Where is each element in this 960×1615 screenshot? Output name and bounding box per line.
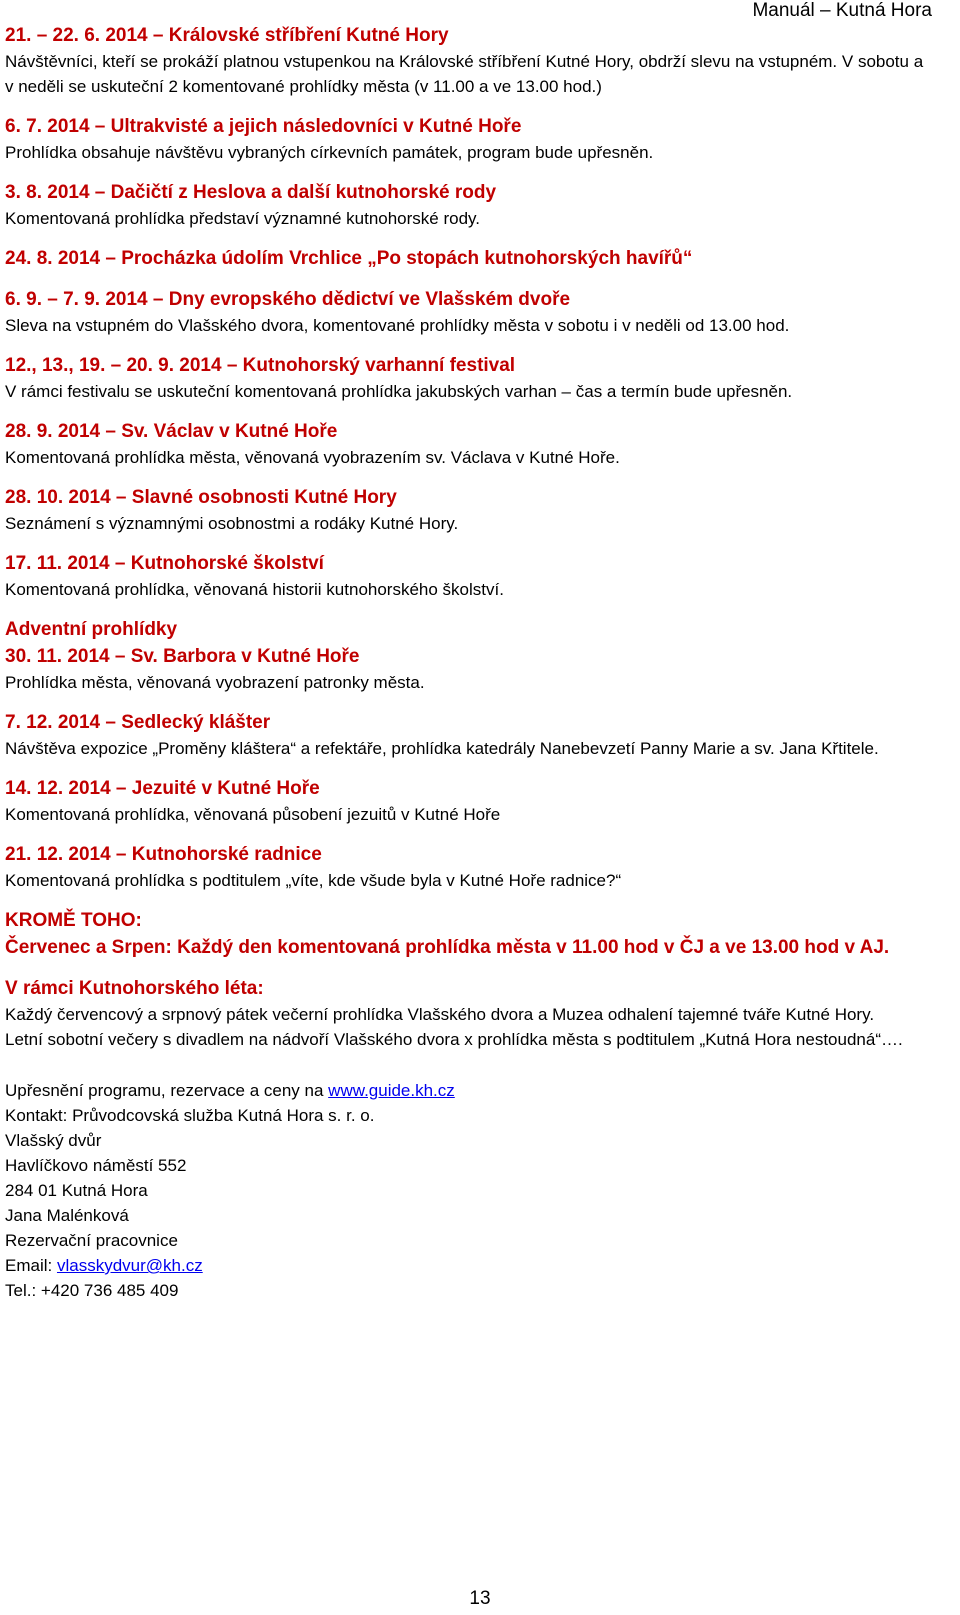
event-title: 6. 9. – 7. 9. 2014 – Dny evropského dědictví ve Vlašském dvoře (5, 289, 571, 310)
event-title: 7. 12. 2014 – Sedlecký klášter (5, 712, 271, 733)
contact-street: Havlíčkovo náměstí 552 (5, 1156, 187, 1175)
summer-section (5, 975, 933, 1052)
contact-place: Vlašský dvůr (5, 1131, 102, 1150)
contact-intro-line (5, 1078, 933, 1103)
event-entry (5, 643, 933, 695)
event-description: Prohlídka obsahuje návštěvu vybraných církevních památek, program bude upřesněn. (5, 143, 654, 162)
event-entry (5, 286, 933, 338)
event-entry (5, 245, 933, 272)
besides-heading: KROMĚ TOHO: (5, 910, 142, 931)
event-title: 21. – 22. 6. 2014 – Královské stříbření Kutné Hory (5, 25, 449, 46)
event-entry (5, 775, 933, 827)
event-title: 24. 8. 2014 – Procházka údolím Vrchlice „Po stopách kutnohorských havířů“ (5, 248, 693, 269)
contact-company: Kontakt: Průvodcovská služba Kutná Hora s. r. o. (5, 1106, 375, 1125)
summer-paragraph: Každý červencový a srpnový pátek večerní prohlídka Vlašského dvora a Muzea odhalení tajemné tváře Kutné Hory. (5, 1005, 875, 1024)
event-description: Prohlídka města, věnovaná vyobrazení patronky města. (5, 673, 425, 692)
event-description: Komentovaná prohlídka s podtitulem „víte, kde všude byla v Kutné Hoře radnice?“ (5, 871, 622, 890)
summer-paragraph: Letní sobotní večery s divadlem na nádvoří Vlašského dvora x prohlídka města s podtitulem „Kutná Hora nestoudná“…. (5, 1030, 903, 1049)
event-entry (5, 841, 933, 893)
contact-email-line (5, 1253, 933, 1278)
event-entry (5, 113, 933, 165)
besides-section (5, 907, 933, 961)
event-entry (5, 550, 933, 602)
event-title: 3. 8. 2014 – Dačičtí z Heslova a další kutnohorské rody (5, 182, 497, 203)
event-description: Návštěva expozice „Proměny kláštera“ a refektáře, prohlídka katedrály Nanebevzetí Panny Marie a sv. Jana Křtitele. (5, 739, 879, 758)
event-entry (5, 484, 933, 536)
contact-person: Jana Malénková (5, 1206, 129, 1225)
website-link[interactable]: www.guide.kh.cz (328, 1081, 455, 1100)
event-entry (5, 22, 933, 99)
besides-line: Červenec a Srpen: Každý den komentovaná prohlídka města v 11.00 hod v ČJ a ve 13.00 hod v AJ. (5, 937, 890, 958)
event-title: 28. 10. 2014 – Slavné osobnosti Kutné Hory (5, 487, 397, 508)
page-number: 13 (469, 1588, 491, 1609)
event-description: Komentovaná prohlídka města, věnovaná vyobrazením sv. Václava v Kutné Hoře. (5, 448, 620, 467)
contact-role: Rezervační pracovnice (5, 1231, 178, 1250)
event-description: Seznámení s významnými osobnostmi a rodáky Kutné Hory. (5, 514, 459, 533)
event-description: Komentovaná prohlídka představí významné kutnohorské rody. (5, 209, 481, 228)
event-title: 14. 12. 2014 – Jezuité v Kutné Hoře (5, 778, 320, 799)
event-title: 30. 11. 2014 – Sv. Barbora v Kutné Hoře (5, 646, 360, 667)
event-title: 17. 11. 2014 – Kutnohorské školství (5, 553, 324, 574)
running-header: Manuál – Kutná Hora (752, 0, 932, 21)
event-entry (5, 709, 933, 761)
email-label: Email: (5, 1256, 57, 1275)
contact-intro: Upřesnění programu, rezervace a ceny na (5, 1081, 329, 1100)
advent-heading: Adventní prohlídky (5, 619, 178, 640)
contact-city: 284 01 Kutná Hora (5, 1181, 148, 1200)
event-description: Návštěvníci, kteří se prokáží platnou vstupenkou na Královské stříbření Kutné Hory, obdrží slevu na vstupném. V sobotu a v neděli se uskuteční 2 komentované prohlídky města (v 11.00 a ve 13.00 hod.) (5, 52, 924, 96)
event-title: 12., 13., 19. – 20. 9. 2014 – Kutnohorský varhanní festival (5, 355, 516, 376)
advent-section (5, 616, 933, 893)
event-description: V rámci festivalu se uskuteční komentovaná prohlídka jakubských varhan – čas a termín bude upřesněn. (5, 382, 793, 401)
event-entry (5, 352, 933, 404)
contact-phone: Tel.: +420 736 485 409 (5, 1281, 179, 1300)
summer-heading: V rámci Kutnohorského léta: (5, 978, 264, 999)
document-content (5, 22, 933, 1303)
event-description: Sleva na vstupném do Vlašského dvora, komentované prohlídky města v sobotu i v neděli od 13.00 hod. (5, 316, 790, 335)
event-entry (5, 179, 933, 231)
contact-block (5, 1078, 933, 1303)
event-title: 21. 12. 2014 – Kutnohorské radnice (5, 844, 322, 865)
event-entry (5, 418, 933, 470)
event-title: 6. 7. 2014 – Ultrakvisté a jejich následovníci v Kutné Hoře (5, 116, 522, 137)
event-description: Komentovaná prohlídka, věnovaná působení jezuitů v Kutné Hoře (5, 805, 501, 824)
event-description: Komentovaná prohlídka, věnovaná historii kutnohorského školství. (5, 580, 504, 599)
event-title: 28. 9. 2014 – Sv. Václav v Kutné Hoře (5, 421, 338, 442)
email-link[interactable]: vlasskydvur@kh.cz (56, 1256, 203, 1275)
